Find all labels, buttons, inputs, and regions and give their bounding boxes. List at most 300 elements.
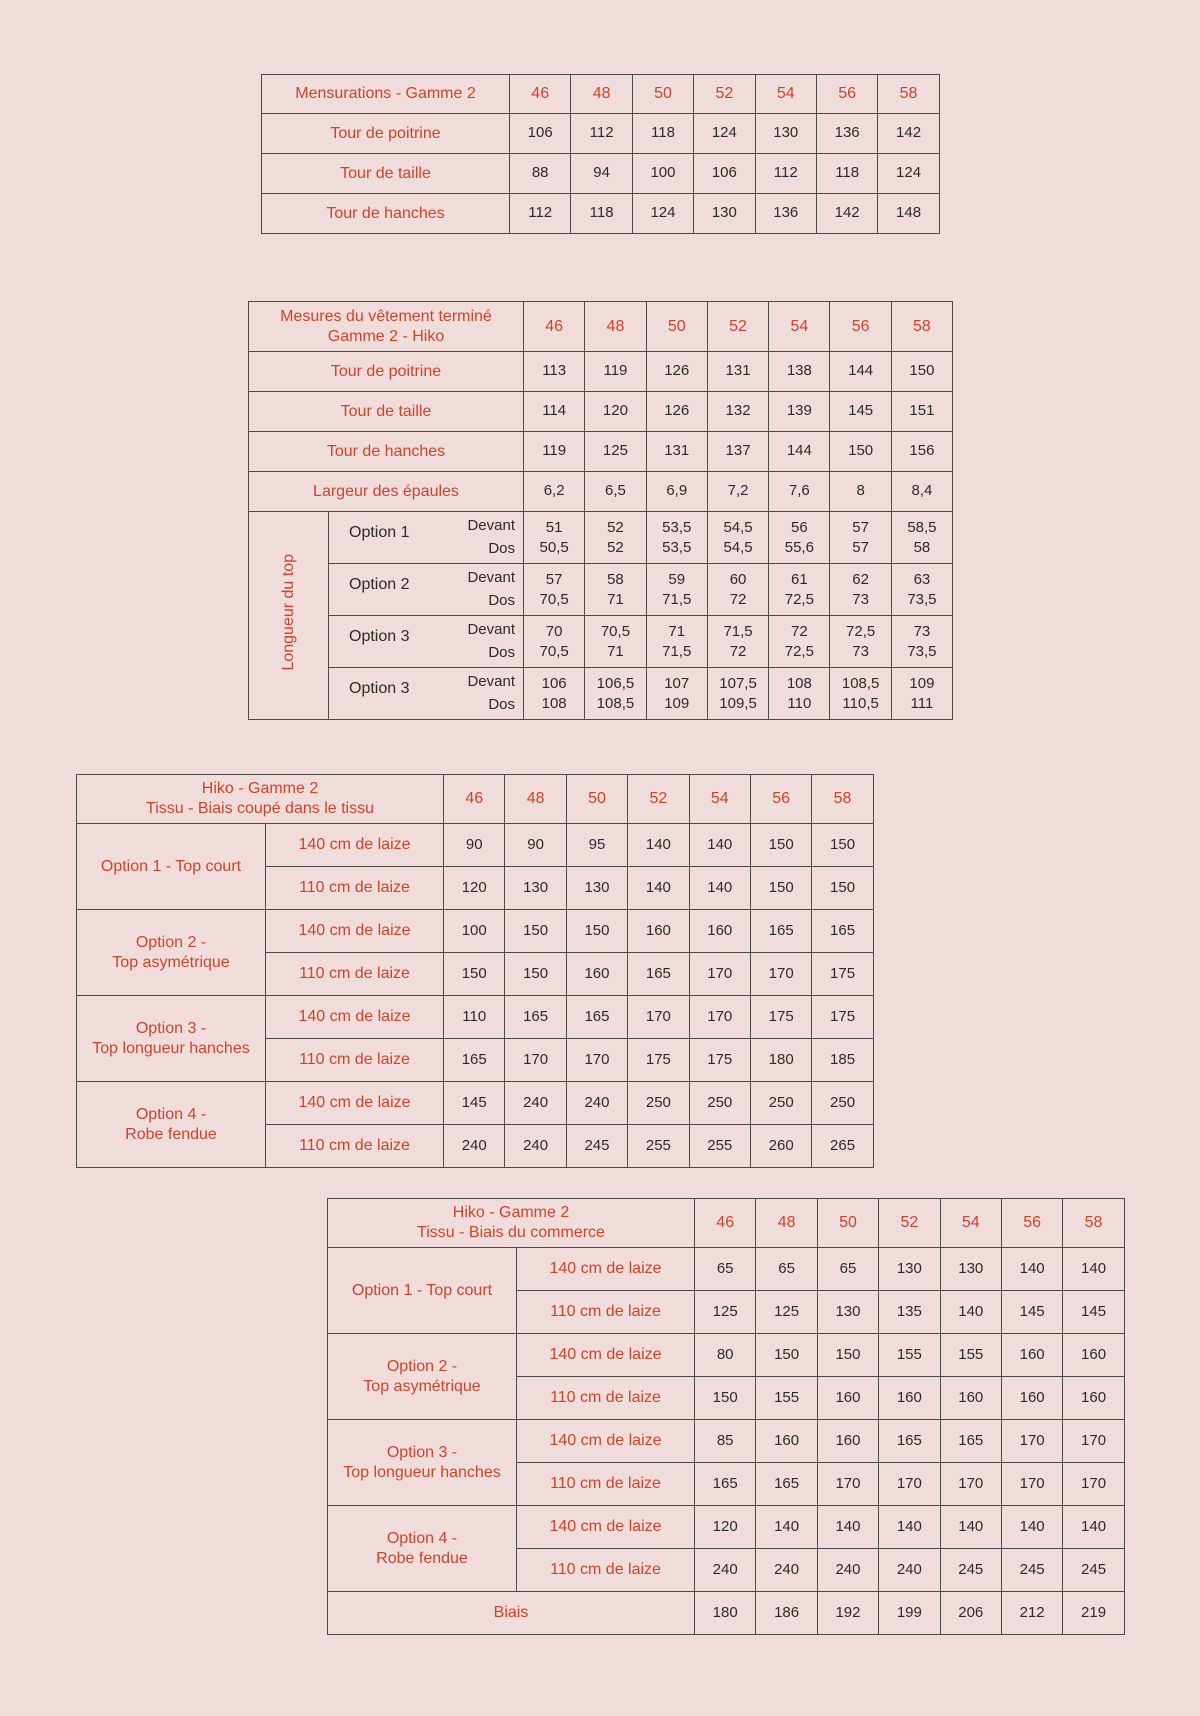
value-cell: 150 <box>830 432 891 472</box>
devant-value: 106 <box>541 675 567 692</box>
devant-value: 109 <box>909 675 935 692</box>
dos-value: 72,5 <box>784 642 814 660</box>
value-pair-cell <box>891 616 952 668</box>
value-cell: 160 <box>628 910 689 953</box>
table-title <box>77 775 444 824</box>
devant-value: 54,5 <box>723 519 753 536</box>
finished-garment-table <box>248 301 953 720</box>
value-pair-cell <box>524 512 585 564</box>
size-header: 52 <box>879 1199 940 1248</box>
value-pair-cell <box>646 668 707 720</box>
value-cell: 206 <box>940 1592 1001 1635</box>
size-header: 46 <box>524 302 585 352</box>
dos-value: 57 <box>852 538 869 556</box>
laize-label: 110 cm de laize <box>266 953 444 996</box>
value-cell: 165 <box>750 910 811 953</box>
value-cell: 255 <box>628 1125 689 1168</box>
measurements-table <box>261 74 940 234</box>
value-pair-cell <box>524 616 585 668</box>
value-cell: 150 <box>750 867 811 910</box>
value-cell: 144 <box>769 432 830 472</box>
option-row <box>249 564 953 616</box>
value-pair-cell <box>524 564 585 616</box>
dos-value: 108,5 <box>596 694 635 712</box>
value-cell: 106 <box>694 154 755 194</box>
option-group-line1: Option 3 - <box>386 1443 458 1461</box>
value-pair-cell <box>585 564 646 616</box>
size-header: 54 <box>769 302 830 352</box>
table-row <box>249 392 953 432</box>
value-cell: 175 <box>750 996 811 1039</box>
value-cell: 119 <box>524 432 585 472</box>
value-cell: 160 <box>1063 1334 1124 1377</box>
value-cell: 245 <box>1001 1549 1062 1592</box>
value-cell: 125 <box>695 1291 756 1334</box>
value-cell: 170 <box>566 1039 627 1082</box>
value-cell: 140 <box>689 867 750 910</box>
value-cell: 124 <box>878 154 939 194</box>
value-pair-cell <box>585 668 646 720</box>
value-cell: 140 <box>817 1506 878 1549</box>
option-group-label <box>328 1506 517 1592</box>
devant-value: 108 <box>786 675 812 692</box>
dos-value: 73 <box>852 642 869 660</box>
dos-value: 72 <box>729 590 747 608</box>
size-header: 54 <box>940 1199 1001 1248</box>
value-cell: 170 <box>879 1463 940 1506</box>
value-pair-cell <box>524 668 585 720</box>
value-cell: 150 <box>695 1377 756 1420</box>
size-header: 50 <box>817 1199 878 1248</box>
value-cell: 160 <box>940 1377 1001 1420</box>
dos-value: 109 <box>664 694 690 712</box>
value-cell: 145 <box>1001 1291 1062 1334</box>
value-cell: 140 <box>879 1506 940 1549</box>
value-cell: 119 <box>585 352 646 392</box>
size-header: 54 <box>755 75 816 114</box>
dos-value: 58 <box>913 538 931 556</box>
option-label-cell <box>329 512 524 564</box>
value-cell: 131 <box>646 432 707 472</box>
value-cell: 118 <box>816 154 877 194</box>
value-cell: 180 <box>750 1039 811 1082</box>
value-cell: 126 <box>646 392 707 432</box>
devant-value: 56 <box>790 519 808 536</box>
row-label: Tour de hanches <box>262 194 510 234</box>
value-cell: 140 <box>1001 1506 1062 1549</box>
devant-label: Devant <box>467 621 515 638</box>
value-cell: 165 <box>940 1420 1001 1463</box>
option-label: Option 1 <box>349 523 410 541</box>
option-group-line2: Robe fendue <box>125 1125 217 1143</box>
devant-value: 70,5 <box>600 623 631 640</box>
table-title-line2: Gamme 2 - Hiko <box>327 327 445 345</box>
value-pair-cell <box>830 564 891 616</box>
value-cell: 175 <box>812 953 873 996</box>
size-header: 48 <box>756 1199 817 1248</box>
table-row <box>77 910 874 953</box>
value-cell: 150 <box>891 352 952 392</box>
value-cell: 185 <box>812 1039 873 1082</box>
dos-value: 50,5 <box>539 538 569 556</box>
dos-value: 71,5 <box>662 642 692 660</box>
value-cell: 6,9 <box>646 472 707 512</box>
devant-value: 61 <box>790 571 808 588</box>
size-header: 50 <box>632 75 693 114</box>
value-pair-cell <box>891 564 952 616</box>
dos-value: 52 <box>607 538 624 556</box>
value-cell: 156 <box>891 432 952 472</box>
value-cell: 170 <box>817 1463 878 1506</box>
dos-value: 109,5 <box>719 694 757 712</box>
devant-value: 53,5 <box>662 519 692 536</box>
value-cell: 7,2 <box>707 472 768 512</box>
value-cell: 6,5 <box>585 472 646 512</box>
option-label: Option 3 <box>349 627 410 645</box>
value-cell: 150 <box>817 1334 878 1377</box>
table-row <box>77 1082 874 1125</box>
option-group-line1: Option 3 - <box>135 1019 207 1037</box>
value-cell: 140 <box>756 1506 817 1549</box>
table-row <box>77 996 874 1039</box>
value-cell: 130 <box>505 867 566 910</box>
option-label: Option 3 <box>349 679 410 697</box>
biais-label: Biais <box>328 1592 695 1635</box>
value-cell: 140 <box>628 824 689 867</box>
value-cell: 160 <box>689 910 750 953</box>
table-row <box>262 154 940 194</box>
value-cell: 160 <box>879 1377 940 1420</box>
value-pair-cell <box>830 616 891 668</box>
table-title-line1: Hiko - Gamme 2 <box>452 1204 570 1221</box>
value-cell: 150 <box>505 910 566 953</box>
dos-value: 71 <box>607 642 624 660</box>
value-cell: 130 <box>566 867 627 910</box>
option-group-line2: Top longueur hanches <box>92 1039 250 1057</box>
table-title-line1: Hiko - Gamme 2 <box>201 780 319 797</box>
value-cell: 80 <box>695 1334 756 1377</box>
size-header: 46 <box>510 75 571 114</box>
value-cell: 131 <box>707 352 768 392</box>
dos-label: Dos <box>488 591 515 609</box>
option-label-cell <box>329 616 524 668</box>
devant-value: 71 <box>668 623 686 640</box>
length-group-cell <box>249 512 329 720</box>
value-cell: 250 <box>812 1082 873 1125</box>
value-cell: 138 <box>769 352 830 392</box>
size-header: 46 <box>444 775 505 824</box>
table-row <box>249 352 953 392</box>
dos-value: 71 <box>607 590 624 608</box>
devant-value: 58 <box>607 571 624 588</box>
dos-label: Dos <box>488 695 515 713</box>
value-cell: 120 <box>695 1506 756 1549</box>
value-pair-cell <box>646 512 707 564</box>
value-cell: 240 <box>695 1549 756 1592</box>
value-cell: 160 <box>1001 1334 1062 1377</box>
devant-label: Devant <box>467 569 515 586</box>
fabric-bias-cut-table <box>76 774 874 1168</box>
table-row <box>328 1248 1125 1291</box>
value-cell: 255 <box>689 1125 750 1168</box>
dos-value: 53,5 <box>662 538 692 556</box>
size-header: 56 <box>750 775 811 824</box>
value-cell: 113 <box>524 352 585 392</box>
value-cell: 120 <box>585 392 646 432</box>
value-cell: 65 <box>817 1248 878 1291</box>
value-cell: 150 <box>750 824 811 867</box>
laize-label: 140 cm de laize <box>266 824 444 867</box>
value-cell: 155 <box>756 1377 817 1420</box>
size-header: 52 <box>628 775 689 824</box>
devant-value: 73 <box>913 623 931 640</box>
value-pair-cell <box>769 616 830 668</box>
value-pair-cell <box>646 616 707 668</box>
option-label-cell <box>329 668 524 720</box>
value-cell: 120 <box>444 867 505 910</box>
dos-value: 73 <box>852 590 869 608</box>
value-cell: 8 <box>830 472 891 512</box>
laize-label: 110 cm de laize <box>517 1291 695 1334</box>
option-group-label <box>328 1334 517 1420</box>
devant-value: 71,5 <box>723 623 753 640</box>
length-group-label: Longueur du top <box>279 554 297 671</box>
size-header: 58 <box>812 775 873 824</box>
size-header: 48 <box>505 775 566 824</box>
table-row <box>262 194 940 234</box>
value-cell: 155 <box>879 1334 940 1377</box>
value-pair-cell <box>769 668 830 720</box>
value-cell: 170 <box>1001 1420 1062 1463</box>
value-cell: 145 <box>830 392 891 432</box>
value-cell: 118 <box>632 114 693 154</box>
value-cell: 150 <box>566 910 627 953</box>
value-cell: 240 <box>879 1549 940 1592</box>
table-title-line2: Tissu - Biais coupé dans le tissu <box>146 800 374 817</box>
laize-label: 110 cm de laize <box>266 1039 444 1082</box>
devant-value: 72 <box>790 623 808 640</box>
laize-label: 140 cm de laize <box>517 1420 695 1463</box>
option-group-label <box>77 824 266 910</box>
laize-label: 110 cm de laize <box>266 867 444 910</box>
value-cell: 135 <box>879 1291 940 1334</box>
value-cell: 126 <box>646 352 707 392</box>
size-header: 56 <box>830 302 891 352</box>
value-cell: 144 <box>830 352 891 392</box>
value-cell: 90 <box>505 824 566 867</box>
value-cell: 199 <box>879 1592 940 1635</box>
option-group-label <box>77 996 266 1082</box>
value-cell: 136 <box>816 114 877 154</box>
value-cell: 140 <box>1001 1248 1062 1291</box>
option-row <box>249 616 953 668</box>
option-group-label <box>77 910 266 996</box>
value-cell: 219 <box>1063 1592 1124 1635</box>
value-cell: 165 <box>505 996 566 1039</box>
value-cell: 6,2 <box>524 472 585 512</box>
devant-label: Devant <box>467 517 515 534</box>
value-cell: 106 <box>510 114 571 154</box>
option-group-line1: Option 4 - <box>135 1105 207 1123</box>
value-cell: 170 <box>689 996 750 1039</box>
value-cell: 260 <box>750 1125 811 1168</box>
value-pair-cell <box>769 564 830 616</box>
value-cell: 180 <box>695 1592 756 1635</box>
option-group-label <box>328 1420 517 1506</box>
value-pair-cell <box>585 512 646 564</box>
devant-label: Devant <box>467 673 515 690</box>
value-cell: 130 <box>940 1248 1001 1291</box>
devant-value: 106,5 <box>596 675 635 692</box>
option-group-line2: Robe fendue <box>376 1549 468 1567</box>
option-group-line1: Option 2 - <box>135 933 207 951</box>
value-cell: 151 <box>891 392 952 432</box>
value-cell: 160 <box>566 953 627 996</box>
biais-row <box>328 1592 1125 1635</box>
laize-label: 110 cm de laize <box>266 1125 444 1168</box>
value-cell: 150 <box>812 867 873 910</box>
value-cell: 140 <box>940 1506 1001 1549</box>
value-cell: 132 <box>707 392 768 432</box>
table-row <box>249 432 953 472</box>
option-label: Option 2 <box>349 575 410 593</box>
value-cell: 65 <box>695 1248 756 1291</box>
value-cell: 110 <box>444 996 505 1039</box>
value-cell: 165 <box>695 1463 756 1506</box>
dos-value: 108 <box>541 694 567 712</box>
option-group-line1: Option 4 - <box>386 1529 458 1547</box>
size-header: 52 <box>707 302 768 352</box>
value-cell: 245 <box>1063 1549 1124 1592</box>
table-row <box>262 114 940 154</box>
size-header: 56 <box>1001 1199 1062 1248</box>
size-header: 50 <box>566 775 627 824</box>
devant-value: 58,5 <box>907 519 937 536</box>
table-row <box>328 1420 1125 1463</box>
option-row <box>249 668 953 720</box>
devant-value: 72,5 <box>846 623 876 640</box>
table-title <box>328 1199 695 1248</box>
value-cell: 160 <box>756 1420 817 1463</box>
option-group-label <box>77 1082 266 1168</box>
value-cell: 160 <box>1001 1377 1062 1420</box>
value-cell: 160 <box>817 1420 878 1463</box>
value-cell: 94 <box>571 154 632 194</box>
value-pair-cell <box>891 512 952 564</box>
option-group-line2: Top asymétrique <box>363 1377 481 1395</box>
devant-value: 108,5 <box>841 675 880 692</box>
value-cell: 170 <box>1063 1463 1124 1506</box>
size-header: 52 <box>694 75 755 114</box>
size-header: 56 <box>816 75 877 114</box>
value-cell: 150 <box>444 953 505 996</box>
value-cell: 175 <box>812 996 873 1039</box>
value-cell: 88 <box>510 154 571 194</box>
devant-value: 52 <box>607 519 624 536</box>
value-pair-cell <box>830 668 891 720</box>
devant-value: 63 <box>913 571 931 588</box>
value-cell: 155 <box>940 1334 1001 1377</box>
value-cell: 7,6 <box>769 472 830 512</box>
size-header: 48 <box>571 75 632 114</box>
devant-value: 57 <box>852 519 869 536</box>
value-cell: 170 <box>628 996 689 1039</box>
value-cell: 100 <box>444 910 505 953</box>
value-cell: 170 <box>689 953 750 996</box>
value-cell: 130 <box>817 1291 878 1334</box>
value-cell: 124 <box>694 114 755 154</box>
value-cell: 130 <box>755 114 816 154</box>
fabric-commercial-bias-table <box>327 1198 1125 1635</box>
value-pair-cell <box>646 564 707 616</box>
value-cell: 145 <box>444 1082 505 1125</box>
value-cell: 140 <box>689 824 750 867</box>
devant-value: 70 <box>545 623 563 640</box>
table-title-line2: Tissu - Biais du commerce <box>417 1224 605 1241</box>
size-header: 58 <box>1063 1199 1124 1248</box>
dos-value: 72 <box>729 642 747 660</box>
value-pair-cell <box>769 512 830 564</box>
dos-value: 72,5 <box>784 590 814 608</box>
size-header: 46 <box>695 1199 756 1248</box>
value-cell: 130 <box>694 194 755 234</box>
value-cell: 148 <box>878 194 939 234</box>
size-header: 50 <box>646 302 707 352</box>
dos-value: 71,5 <box>662 590 692 608</box>
laize-label: 110 cm de laize <box>517 1549 695 1592</box>
laize-label: 140 cm de laize <box>517 1334 695 1377</box>
size-header: 54 <box>689 775 750 824</box>
value-pair-cell <box>585 616 646 668</box>
laize-label: 140 cm de laize <box>266 910 444 953</box>
dos-value: 110,5 <box>842 694 879 712</box>
value-cell: 150 <box>756 1334 817 1377</box>
value-cell: 145 <box>1063 1291 1124 1334</box>
value-cell: 118 <box>571 194 632 234</box>
value-cell: 240 <box>756 1549 817 1592</box>
value-cell: 240 <box>817 1549 878 1592</box>
value-cell: 170 <box>1001 1463 1062 1506</box>
value-cell: 85 <box>695 1420 756 1463</box>
value-cell: 124 <box>632 194 693 234</box>
size-header: 48 <box>585 302 646 352</box>
value-cell: 130 <box>879 1248 940 1291</box>
value-cell: 240 <box>505 1082 566 1125</box>
devant-value: 62 <box>852 571 869 588</box>
laize-label: 110 cm de laize <box>517 1377 695 1420</box>
value-cell: 112 <box>571 114 632 154</box>
option-group-line1: Option 1 - Top court <box>351 1281 493 1299</box>
value-cell: 125 <box>585 432 646 472</box>
row-label: Largeur des épaules <box>249 472 524 512</box>
value-cell: 245 <box>566 1125 627 1168</box>
value-cell: 192 <box>817 1592 878 1635</box>
value-cell: 142 <box>816 194 877 234</box>
value-pair-cell <box>830 512 891 564</box>
value-cell: 160 <box>1063 1377 1124 1420</box>
devant-value: 107 <box>664 675 690 692</box>
table-row <box>249 472 953 512</box>
value-cell: 165 <box>879 1420 940 1463</box>
dos-value: 111 <box>910 694 934 712</box>
value-cell: 142 <box>878 114 939 154</box>
option-group-line2: Top longueur hanches <box>343 1463 501 1481</box>
dos-label: Dos <box>488 643 515 661</box>
value-cell: 165 <box>812 910 873 953</box>
dos-label: Dos <box>488 539 515 557</box>
option-group-line1: Option 1 - Top court <box>100 857 242 875</box>
devant-value: 57 <box>545 571 563 588</box>
